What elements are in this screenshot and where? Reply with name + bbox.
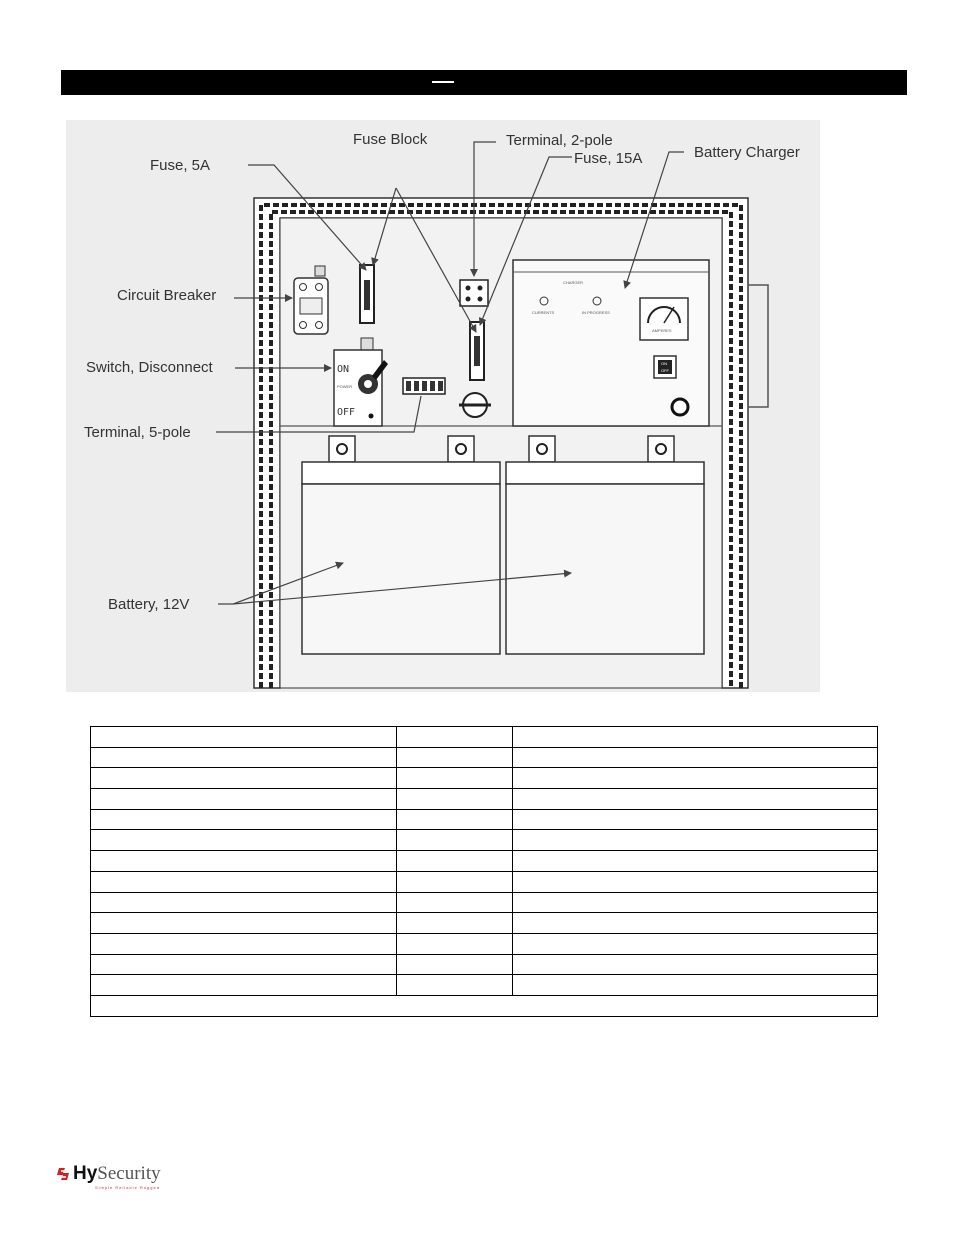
amp-meter [640, 298, 688, 340]
table-cell [91, 851, 397, 872]
table-cell [513, 747, 878, 768]
table-cell [397, 727, 513, 748]
label-terminal-2pole: Terminal, 2-pole [506, 132, 613, 149]
table-row [91, 809, 878, 830]
table-row [91, 830, 878, 851]
charger-title: CHARGER [563, 280, 584, 285]
table-cell [91, 871, 397, 892]
meter-label: AMPERES [652, 328, 672, 333]
table-cell [397, 830, 513, 851]
battery-left [302, 436, 500, 654]
toggle-on-label: ON [661, 361, 667, 366]
hysecurity-logo [56, 1160, 166, 1194]
table-cell [513, 789, 878, 810]
logo-brand-bold: Hy [73, 1163, 98, 1184]
table-cell [513, 830, 878, 851]
table-cell [513, 727, 878, 748]
table-cell [513, 851, 878, 872]
label-fuse-5a: Fuse, 5A [150, 157, 211, 174]
table-cell [91, 913, 397, 934]
table-cell [91, 975, 397, 996]
header-bar [61, 70, 907, 95]
table-footer-cell [91, 995, 878, 1016]
table-cell [513, 768, 878, 789]
label-fuse-block: Fuse Block [353, 131, 428, 148]
table-cell [397, 892, 513, 913]
table-cell [513, 892, 878, 913]
table-cell [91, 892, 397, 913]
logo-wordmark [73, 1163, 161, 1185]
table-cell [91, 747, 397, 768]
table-row [91, 747, 878, 768]
switch-power-label: POWER [337, 384, 353, 389]
table-cell [513, 871, 878, 892]
table-cell [397, 933, 513, 954]
table-row [91, 954, 878, 975]
table-cell [513, 933, 878, 954]
table-cell [397, 789, 513, 810]
table-row [91, 871, 878, 892]
table-row [91, 727, 878, 748]
label-terminal-5pole: Terminal, 5-pole [84, 424, 191, 441]
parts-table [90, 726, 878, 1017]
logo-tagline: Simple Reliable Rugged [95, 1185, 160, 1190]
table-cell [513, 809, 878, 830]
table-cell [513, 975, 878, 996]
fuse-15a [470, 322, 484, 380]
label-fuse-15a: Fuse, 15A [574, 150, 643, 167]
table-cell [397, 851, 513, 872]
table-cell [91, 727, 397, 748]
table-cell [91, 768, 397, 789]
table-cell [91, 830, 397, 851]
table-cell [397, 809, 513, 830]
table-cell [397, 768, 513, 789]
table-cell [91, 809, 397, 830]
table-row [91, 851, 878, 872]
label-switch-disconnect: Switch, Disconnect [86, 359, 213, 376]
diagram-figure [66, 120, 820, 692]
toggle-off-label: OFF [661, 368, 669, 373]
table-cell [397, 871, 513, 892]
table-cell [397, 913, 513, 934]
table-cell [91, 933, 397, 954]
label-circuit-breaker: Circuit Breaker [117, 287, 217, 304]
logo-mark-icon [56, 1166, 72, 1182]
switch-off-label: OFF [337, 407, 356, 418]
label-battery-12v: Battery, 12V [108, 596, 190, 613]
table-cell [513, 913, 878, 934]
terminal-2pole [460, 280, 488, 306]
table-footer-row [91, 995, 878, 1016]
enclosure-diagram [66, 120, 820, 692]
label-battery-charger: Battery Charger [694, 144, 800, 161]
disconnect-switch [334, 338, 388, 426]
table-row [91, 789, 878, 810]
switch-on-label: ON [337, 364, 350, 375]
logo-brand-rest: Security [97, 1163, 161, 1184]
table-row [91, 892, 878, 913]
terminal-5pole [403, 378, 445, 394]
fuse-5a [360, 265, 374, 323]
charger-lamp-left-label: CURRENTS [532, 310, 555, 315]
table-row [91, 975, 878, 996]
table-cell [91, 954, 397, 975]
table-cell [513, 954, 878, 975]
table-row [91, 933, 878, 954]
header-dash [432, 81, 454, 83]
side-latch [748, 285, 768, 407]
table-cell [397, 747, 513, 768]
table-cell [397, 954, 513, 975]
table-cell [91, 789, 397, 810]
battery-charger [513, 260, 709, 426]
charger-lamp-right-label: IN PROGRESS [582, 310, 610, 315]
battery-right [506, 436, 704, 654]
table-row [91, 768, 878, 789]
table-row [91, 913, 878, 934]
table-cell [397, 975, 513, 996]
